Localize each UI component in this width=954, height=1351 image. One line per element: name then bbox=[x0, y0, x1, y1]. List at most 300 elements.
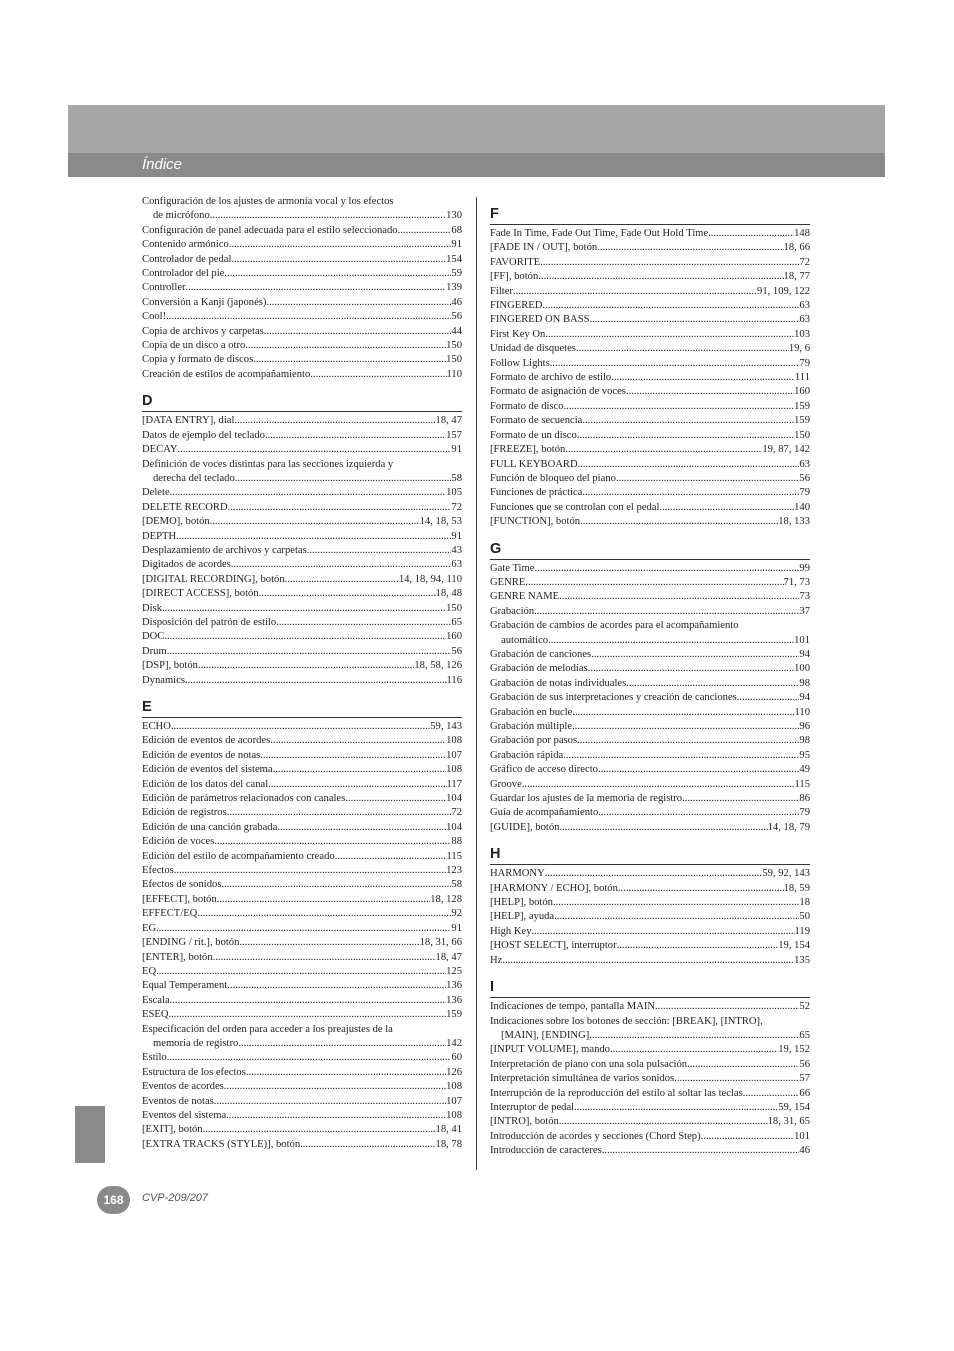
index-entry bbox=[142, 530, 462, 544]
entry-page-ref: 116 bbox=[446, 674, 462, 686]
entry-page-ref: 136 bbox=[446, 980, 462, 992]
index-entry bbox=[490, 458, 810, 472]
dot-leader bbox=[170, 486, 446, 500]
index-entry bbox=[142, 224, 462, 238]
index-entry bbox=[490, 501, 810, 515]
index-entry bbox=[142, 544, 462, 558]
index-entry bbox=[142, 850, 462, 864]
dot-leader bbox=[259, 587, 436, 601]
index-entry bbox=[490, 792, 810, 806]
entry-label: [INTRO], botón bbox=[490, 1116, 559, 1128]
entry-label: Gráfico de acceso directo bbox=[490, 764, 598, 776]
dot-leader bbox=[156, 922, 451, 936]
index-entry bbox=[142, 936, 462, 950]
entry-text-line: Indicaciones sobre los botones de sección: [BREAK], [INTRO], bbox=[490, 1015, 763, 1027]
index-entry bbox=[142, 501, 462, 515]
entry-label: Grabación por pasos bbox=[490, 735, 578, 747]
entry-page-ref: 159 bbox=[794, 415, 810, 427]
entry-page-ref: 56 bbox=[799, 472, 810, 484]
index-entry bbox=[490, 925, 810, 939]
dot-leader bbox=[580, 515, 778, 529]
index-entry bbox=[490, 677, 810, 691]
dot-leader bbox=[655, 1000, 799, 1014]
entry-label: FINGERED bbox=[490, 300, 543, 312]
entry-label: First Key On bbox=[490, 328, 546, 340]
dot-leader bbox=[203, 1123, 436, 1137]
entry-label: Estilo bbox=[142, 1052, 167, 1064]
entry-page-ref: 63 bbox=[799, 300, 810, 312]
entry-page-ref: 150 bbox=[446, 340, 462, 352]
entry-page-ref: 79 bbox=[799, 357, 810, 369]
index-entry bbox=[490, 328, 810, 342]
entry-page-ref: 65 bbox=[799, 1029, 810, 1041]
entry-label: [HARMONY / ECHO], botón bbox=[490, 882, 618, 894]
entry-page-ref: 14, 18, 79 bbox=[767, 821, 810, 833]
dot-leader bbox=[553, 896, 799, 910]
index-entry bbox=[490, 763, 810, 777]
index-entry bbox=[142, 1066, 462, 1080]
index-entry bbox=[142, 253, 462, 267]
dot-leader bbox=[525, 576, 783, 590]
entry-page-ref: 142 bbox=[446, 1037, 462, 1049]
index-entry bbox=[142, 1109, 462, 1123]
entry-label: Edición de eventos del sistema bbox=[142, 764, 273, 776]
entry-page-ref: 19, 87, 142 bbox=[762, 444, 810, 456]
dot-leader bbox=[398, 224, 452, 238]
entry-page-ref: 108 bbox=[446, 1109, 462, 1121]
entry-label: Filter bbox=[490, 285, 513, 297]
dot-leader bbox=[285, 573, 399, 587]
dot-leader bbox=[239, 936, 419, 950]
index-entry bbox=[490, 414, 810, 428]
entry-label: Formato de un disco bbox=[490, 429, 577, 441]
entry-page-ref: 49 bbox=[799, 764, 810, 776]
section-letter: F bbox=[490, 206, 499, 222]
dot-leader bbox=[228, 501, 452, 515]
dot-leader bbox=[260, 749, 446, 763]
entry-page-ref: 57 bbox=[799, 1073, 810, 1085]
entry-label: Función de bloqueo del piano bbox=[490, 472, 616, 484]
entry-page-ref: 126 bbox=[446, 1066, 462, 1078]
dot-leader bbox=[167, 645, 452, 659]
dot-leader bbox=[227, 806, 452, 820]
entry-label: Edición de registros bbox=[142, 807, 227, 819]
entry-label: Digitados de acordes bbox=[142, 559, 231, 571]
dot-leader bbox=[170, 994, 446, 1008]
entry-page-ref: 63 bbox=[799, 314, 810, 326]
entry-label: DOC bbox=[142, 631, 165, 643]
index-entry bbox=[490, 1058, 810, 1072]
index-entry bbox=[142, 893, 462, 907]
entry-label: Grabación de sus interpretaciones y creación de canciones bbox=[490, 692, 737, 704]
index-entry bbox=[142, 310, 462, 324]
entry-label: Controller bbox=[142, 282, 186, 294]
index-entry bbox=[490, 299, 810, 313]
index-entry bbox=[490, 270, 810, 284]
entry-label: [HELP], ayuda bbox=[490, 911, 555, 923]
entry-page-ref: 110 bbox=[446, 368, 462, 380]
index-entry bbox=[142, 806, 462, 820]
entry-label: Delete bbox=[142, 487, 170, 499]
index-entry bbox=[142, 429, 462, 443]
entry-text-line: Configuración de los ajustes de armonía vocal y los efectos bbox=[142, 196, 394, 207]
index-entry bbox=[142, 965, 462, 979]
dot-leader bbox=[178, 443, 452, 457]
entry-page-ref: 96 bbox=[799, 721, 810, 732]
dot-leader bbox=[682, 792, 799, 806]
index-entry bbox=[490, 590, 810, 604]
index-entry bbox=[490, 371, 810, 385]
entry-page-ref: 159 bbox=[446, 1009, 462, 1021]
section-rule bbox=[142, 411, 462, 412]
entry-page-ref: 59, 154 bbox=[778, 1101, 810, 1113]
entry-label: Grabación múltiple bbox=[490, 721, 573, 732]
entry-label: Grabación de notas individuales bbox=[490, 677, 627, 689]
dot-leader bbox=[226, 1109, 446, 1123]
entry-label: Interrupción de la reproducción del estilo al soltar las teclas bbox=[490, 1087, 743, 1099]
entry-label: [MAIN], [ENDING] bbox=[501, 1029, 590, 1041]
index-entry bbox=[490, 576, 810, 590]
index-entry bbox=[142, 1095, 462, 1109]
entry-page-ref: 91 bbox=[451, 444, 462, 456]
entry-page-ref: 14, 18, 94, 110 bbox=[398, 573, 462, 585]
entry-label: GENRE bbox=[490, 576, 526, 588]
dot-leader bbox=[265, 429, 446, 443]
entry-page-ref: 136 bbox=[446, 994, 462, 1006]
entry-label: Edición de eventos de acordes bbox=[142, 735, 271, 747]
entry-label: Unidad de disquetes bbox=[490, 343, 576, 355]
entry-label: [HELP], botón bbox=[490, 897, 553, 909]
entry-label: Formato de disco bbox=[490, 400, 564, 412]
entry-label: Indicaciones de tempo, pantalla MAIN bbox=[490, 1001, 656, 1013]
index-entry bbox=[142, 558, 462, 572]
index-entry bbox=[142, 267, 462, 281]
entry-label: FULL KEYBOARD bbox=[490, 458, 578, 470]
model-name: CVP-209/207 bbox=[142, 1192, 209, 1204]
entry-page-ref: 63 bbox=[451, 559, 462, 571]
dot-leader bbox=[221, 878, 451, 892]
section-letter: E bbox=[142, 699, 152, 715]
index-entry bbox=[142, 1023, 462, 1052]
entry-label: [FADE IN / OUT], botón bbox=[490, 242, 598, 254]
entry-label: Follow Lights bbox=[490, 357, 550, 369]
dot-leader bbox=[276, 616, 451, 630]
index-section bbox=[490, 530, 810, 836]
entry-page-ref: 117 bbox=[446, 778, 462, 790]
index-section bbox=[142, 382, 462, 688]
section-letter: D bbox=[142, 393, 153, 410]
index-entry bbox=[490, 515, 810, 529]
index-entry bbox=[490, 806, 810, 820]
dot-leader bbox=[542, 299, 799, 313]
dot-leader bbox=[616, 472, 799, 486]
entry-label: Formato de asignación de voces bbox=[490, 386, 626, 398]
entry-label: [DIGITAL RECORDING], botón bbox=[142, 573, 285, 585]
entry-label: Edición de voces bbox=[142, 836, 215, 848]
entry-page-ref: 18, 41 bbox=[435, 1124, 462, 1136]
index-entry bbox=[490, 749, 810, 763]
dot-leader bbox=[266, 296, 451, 310]
entry-page-ref: 115 bbox=[794, 778, 810, 790]
entry-label: Estructura de los efectos bbox=[142, 1066, 246, 1078]
index-entry bbox=[490, 256, 810, 270]
entry-page-ref: 56 bbox=[451, 645, 462, 657]
index-entry bbox=[142, 587, 462, 601]
entry-page-ref: 98 bbox=[799, 677, 810, 689]
entry-label: EFFECT/EQ bbox=[142, 908, 198, 920]
entry-page-ref: 19, 6 bbox=[788, 343, 810, 355]
entry-page-ref: 19, 152 bbox=[778, 1044, 810, 1056]
dot-leader bbox=[565, 443, 762, 457]
index-entry bbox=[142, 864, 462, 878]
side-tab-marker bbox=[75, 1106, 105, 1163]
dot-leader bbox=[210, 515, 420, 529]
entry-page-ref: 86 bbox=[799, 793, 810, 805]
entry-page-ref: 119 bbox=[794, 925, 810, 937]
entry-page-ref: 18, 77 bbox=[783, 271, 810, 283]
entry-page-ref: 46 bbox=[451, 296, 462, 308]
entry-label: Fade In Time, Fade Out Time, Fade Out Hold Time bbox=[490, 228, 709, 239]
index-entry bbox=[142, 951, 462, 965]
dot-leader bbox=[245, 339, 446, 353]
index-entry bbox=[490, 720, 810, 734]
entry-label: [DIRECT ACCESS], botón bbox=[142, 588, 259, 600]
entry-page-ref: 107 bbox=[446, 1095, 462, 1107]
entry-page-ref: 88 bbox=[451, 836, 462, 848]
index-entry bbox=[142, 835, 462, 849]
index-entry bbox=[490, 1000, 810, 1014]
dot-leader bbox=[270, 734, 446, 748]
entry-page-ref: 99 bbox=[799, 562, 810, 574]
dot-leader bbox=[554, 910, 799, 924]
index-entry bbox=[142, 922, 462, 936]
dot-leader bbox=[198, 659, 414, 673]
entry-label: Introducción de caracteres bbox=[490, 1145, 602, 1157]
entry-label: Controlador de pedal bbox=[142, 253, 232, 265]
index-entry bbox=[490, 285, 810, 299]
index-entry bbox=[142, 979, 462, 993]
header-band bbox=[68, 105, 885, 153]
dot-leader bbox=[737, 691, 800, 705]
entry-page-ref: 71, 73 bbox=[783, 576, 810, 588]
entry-label: Gate Time bbox=[490, 562, 535, 574]
dot-leader bbox=[617, 939, 779, 953]
index-entry bbox=[142, 353, 462, 367]
entry-label: Edición de parámetros relacionados con canales bbox=[142, 793, 346, 805]
dot-leader bbox=[335, 850, 447, 864]
entry-label: ESEQ bbox=[142, 1009, 169, 1021]
index-entry bbox=[142, 1138, 462, 1152]
section-letter: I bbox=[490, 979, 495, 996]
index-column-left bbox=[142, 195, 462, 1152]
dot-leader bbox=[162, 602, 446, 616]
entry-page-ref: 91 bbox=[451, 239, 462, 251]
section-rule bbox=[490, 997, 810, 998]
index-entry bbox=[490, 882, 810, 896]
entry-label: ECHO bbox=[142, 721, 171, 732]
index-entry bbox=[142, 368, 462, 382]
index-entry bbox=[490, 867, 810, 881]
entry-label: DELETE RECORD bbox=[142, 501, 228, 513]
dot-leader bbox=[687, 1058, 799, 1072]
index-entry bbox=[142, 414, 462, 428]
dot-leader bbox=[578, 458, 800, 472]
entry-page-ref: 18, 128 bbox=[430, 893, 462, 905]
entry-label: [DSP], botón bbox=[142, 660, 198, 672]
dot-leader bbox=[217, 893, 430, 907]
index-entry bbox=[142, 749, 462, 763]
section-rule bbox=[490, 559, 810, 560]
entry-page-ref: 150 bbox=[446, 354, 462, 366]
dot-leader bbox=[213, 951, 436, 965]
entry-label: [ENDING / rit.], botón bbox=[142, 937, 240, 949]
index-entry bbox=[490, 486, 810, 500]
entry-page-ref: 108 bbox=[446, 1081, 462, 1093]
dot-leader bbox=[659, 501, 794, 515]
entry-page-ref: 18, 133 bbox=[778, 516, 810, 528]
entry-page-ref: 154 bbox=[446, 253, 462, 265]
index-entry bbox=[142, 720, 462, 734]
index-entry bbox=[142, 1080, 462, 1094]
index-entry bbox=[142, 763, 462, 777]
entry-page-ref: 65 bbox=[451, 616, 462, 628]
entry-page-ref: 94 bbox=[799, 648, 810, 660]
entry-page-ref: 150 bbox=[446, 602, 462, 614]
dot-leader bbox=[589, 313, 799, 327]
dot-leader bbox=[185, 674, 447, 688]
index-entry bbox=[490, 313, 810, 327]
entry-label: Grabación rápida bbox=[490, 749, 564, 761]
entry-label: FAVORITE bbox=[490, 256, 541, 268]
dot-leader bbox=[538, 270, 783, 284]
entry-page-ref: 18, 48 bbox=[435, 588, 462, 600]
index-entry bbox=[490, 896, 810, 910]
index-entry bbox=[490, 778, 810, 792]
index-entry bbox=[490, 910, 810, 924]
entry-page-ref: 72 bbox=[799, 256, 810, 268]
index-entry bbox=[142, 195, 462, 224]
entry-label: Grabación bbox=[490, 605, 535, 617]
dot-leader bbox=[246, 1066, 446, 1080]
dot-leader bbox=[545, 328, 794, 342]
index-entry bbox=[490, 385, 810, 399]
index-entry bbox=[142, 486, 462, 500]
index-entry bbox=[490, 1130, 810, 1144]
dot-leader bbox=[345, 792, 446, 806]
dot-leader bbox=[743, 1087, 800, 1101]
dot-leader bbox=[618, 882, 784, 896]
index-entry bbox=[490, 605, 810, 619]
entry-label: Grabación en bucle bbox=[490, 706, 573, 718]
entry-page-ref: 18 bbox=[799, 897, 810, 909]
index-section bbox=[142, 195, 462, 382]
entry-label: Eventos de acordes bbox=[142, 1081, 224, 1093]
entry-label: Desplazamiento de archivos y carpetas bbox=[142, 544, 307, 556]
entry-label: Drum bbox=[142, 645, 167, 657]
dot-leader bbox=[210, 209, 446, 223]
dot-leader bbox=[563, 749, 799, 763]
dot-leader bbox=[168, 1008, 446, 1022]
entry-page-ref: 103 bbox=[794, 328, 810, 340]
dot-leader bbox=[234, 414, 435, 428]
index-entry bbox=[490, 1101, 810, 1115]
dot-leader bbox=[611, 371, 795, 385]
index-entry bbox=[490, 1087, 810, 1101]
entry-page-ref: 95 bbox=[799, 749, 810, 761]
entry-label: Datos de ejemplo del teclado bbox=[142, 429, 265, 441]
index-entry bbox=[142, 573, 462, 587]
index-entry bbox=[490, 706, 810, 720]
entry-page-ref: 110 bbox=[794, 706, 810, 718]
index-entry bbox=[490, 227, 810, 241]
dot-leader bbox=[582, 414, 794, 428]
entry-page-ref: 59 bbox=[451, 268, 462, 280]
entry-label: Efectos bbox=[142, 865, 174, 877]
index-entry bbox=[142, 238, 462, 252]
dot-leader bbox=[307, 544, 452, 558]
index-entry bbox=[142, 821, 462, 835]
entry-page-ref: 66 bbox=[799, 1087, 810, 1099]
dot-leader bbox=[174, 864, 446, 878]
entry-page-ref: 18, 59 bbox=[783, 882, 810, 894]
index-entry bbox=[490, 954, 810, 968]
entry-page-ref: 50 bbox=[799, 911, 810, 923]
entry-label: [FUNCTION], botón bbox=[490, 516, 581, 528]
entry-page-ref: 19, 154 bbox=[778, 940, 810, 952]
page-title: Índice bbox=[142, 156, 183, 173]
index-entry bbox=[142, 515, 462, 529]
index-entry bbox=[490, 691, 810, 705]
dot-leader bbox=[534, 562, 799, 576]
entry-label: Cool! bbox=[142, 311, 167, 323]
dot-leader bbox=[674, 1072, 799, 1086]
dot-leader bbox=[214, 1095, 446, 1109]
entry-label: Eventos del sistema bbox=[142, 1109, 227, 1121]
entry-page-ref: 108 bbox=[446, 735, 462, 747]
dot-leader bbox=[589, 1029, 799, 1043]
header-bar bbox=[68, 153, 885, 177]
index-entry bbox=[490, 734, 810, 748]
dot-leader bbox=[253, 353, 446, 367]
entry-page-ref: 101 bbox=[794, 634, 810, 646]
dot-leader bbox=[610, 1043, 778, 1057]
index-entry bbox=[142, 325, 462, 339]
entry-label: [HOST SELECT], interruptor bbox=[490, 940, 617, 952]
entry-page-ref: 46 bbox=[799, 1145, 810, 1157]
entry-label: Groove bbox=[490, 778, 522, 790]
dot-leader bbox=[602, 1144, 800, 1158]
entry-page-ref: 160 bbox=[446, 631, 462, 643]
index-entry bbox=[490, 1144, 810, 1158]
index-entry bbox=[142, 296, 462, 310]
entry-page-ref: 160 bbox=[794, 386, 810, 398]
entry-page-ref: 98 bbox=[799, 735, 810, 747]
entry-page-ref: 18, 66 bbox=[783, 242, 810, 254]
entry-label: EQ bbox=[142, 965, 157, 977]
entry-page-ref: 60 bbox=[451, 1052, 462, 1064]
entry-label: Creación de estilos de acompañamiento bbox=[142, 368, 311, 380]
dot-leader bbox=[532, 925, 795, 939]
entry-text-line: Definición de voces distintas para las secciones izquierda y bbox=[142, 458, 394, 470]
dot-leader bbox=[231, 558, 452, 572]
dot-leader bbox=[502, 954, 794, 968]
dot-leader bbox=[582, 486, 799, 500]
entry-label: EG bbox=[142, 922, 157, 934]
entry-label: Grabación de canciones bbox=[490, 648, 592, 660]
entry-page-ref: 79 bbox=[799, 487, 810, 499]
entry-page-ref: 104 bbox=[446, 793, 462, 805]
dot-leader bbox=[708, 227, 794, 241]
